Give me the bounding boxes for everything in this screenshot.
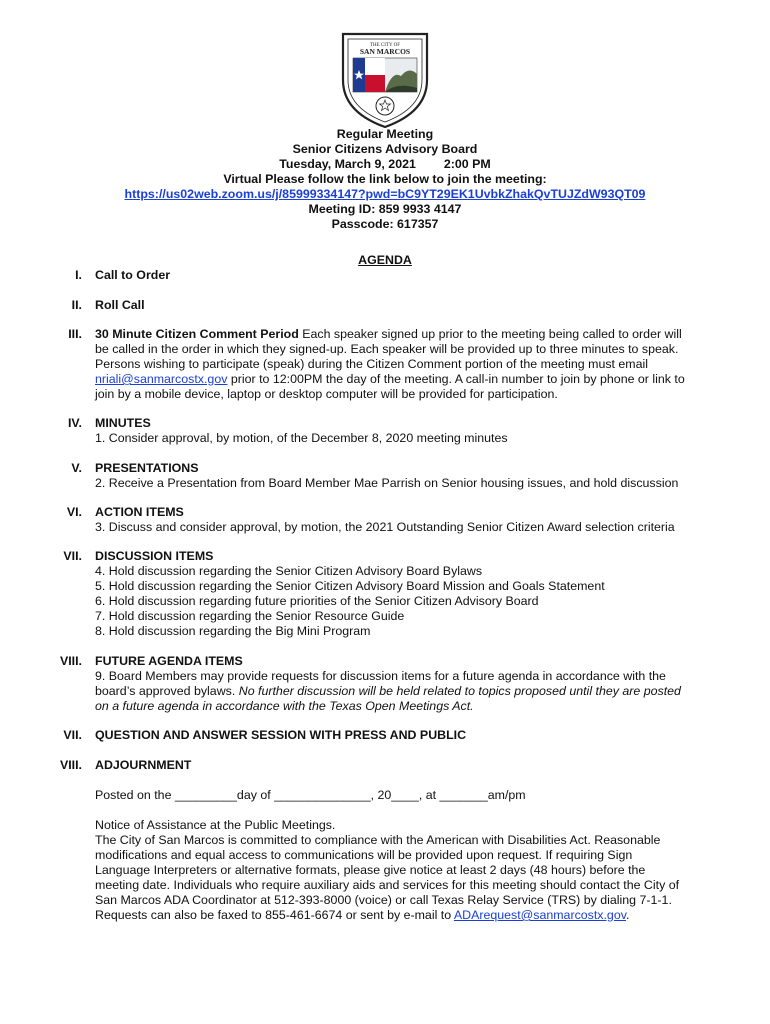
meeting-header: [60, 127, 710, 232]
zoom-link[interactable]: https://us02web.zoom.us/j/85999334147?pwd=bC9YT29EK1UvbkZhakQvTUJZdW93QT09: [124, 187, 646, 201]
item-title: MINUTES: [95, 416, 151, 430]
agenda-item-call-to-order: [40, 268, 690, 283]
comment-email-link[interactable]: nriali@sanmarcostx.gov: [95, 372, 228, 386]
agenda-item-citizen-comment: [40, 327, 690, 402]
agenda-item-adjournment: [40, 758, 690, 773]
item-number: V.: [71, 461, 82, 475]
sub-item: 6. Hold discussion regarding future priorities of the Senior Citizen Advisory Board: [95, 594, 539, 608]
item-title: Roll Call: [95, 298, 145, 312]
svg-text:SAN MARCOS: SAN MARCOS: [359, 47, 411, 56]
item-title: ACTION ITEMS: [95, 505, 184, 519]
meeting-date: Tuesday, March 9, 2021: [279, 157, 416, 171]
meeting-time: 2:00 PM: [443, 157, 491, 171]
virtual-note: Virtual Please follow the link below to join the meeting:: [223, 172, 547, 186]
item-title: QUESTION AND ANSWER SESSION WITH PRESS AND PUBLIC: [95, 728, 467, 742]
passcode: Passcode: 617357: [331, 217, 439, 231]
agenda-item-action-items: [40, 505, 690, 535]
item-body: 30 Minute Citizen Comment Period Each speaker signed up prior to the meeting being called to order will be called in the order in which they signed-up. Each speaker will be provided up to three minutes to speak. Persons wishing to participate (speak) during the Citizen Comment portion of the meeting must email nriali@sanmarcostx.gov prior to 12:00PM the day of the meeting. A call-in number to join by phone or link to join by a mobile device, laptop or desktop computer will be provided for participation.: [95, 327, 685, 401]
agenda-item-discussion-items: [40, 549, 690, 639]
sub-item: 2. Receive a Presentation from Board Member Mae Parrish on Senior housing issues, and hold discussion: [95, 476, 679, 490]
item-number: IV.: [67, 416, 82, 430]
item-number: VIII.: [59, 758, 82, 772]
agenda-item-minutes: [40, 416, 690, 446]
item-title: DISCUSSION ITEMS: [95, 549, 214, 563]
item-number: II.: [71, 298, 82, 312]
agenda-heading: AGENDA: [358, 253, 412, 267]
svg-text:THE CITY OF: THE CITY OF: [369, 43, 401, 48]
agenda-item-roll-call: [40, 298, 690, 313]
meeting-datetime: [60, 157, 710, 172]
ada-email-link[interactable]: ADArequest@sanmarcostx.gov: [453, 908, 626, 922]
meeting-title: Regular Meeting: [336, 127, 434, 141]
item-number: III.: [68, 327, 82, 341]
agenda-item-question-answer: [40, 728, 690, 743]
posted-on-line: Posted on the _________day of ______________, 20____, at _______am/pm: [95, 788, 526, 802]
sub-item: 3. Discuss and consider approval, by motion, the 2021 Outstanding Senior Citizen Award selection criteria: [95, 520, 675, 534]
sub-item: 1. Consider approval, by motion, of the December 8, 2020 meeting minutes: [95, 431, 508, 445]
item-title: PRESENTATIONS: [95, 461, 199, 475]
item-number: VI.: [66, 505, 82, 519]
item-number: VII.: [63, 728, 82, 742]
item-title: FUTURE AGENDA ITEMS: [95, 654, 243, 668]
item-title: Call to Order: [95, 268, 171, 282]
ada-notice: Notice of Assistance at the Public Meetings. The City of San Marcos is committed to compliance with the American with Disabilities Act. Reasonable modifications and equal access to communications will be provided upon request. If requiring Sign Language Interpreters or alternative formats, please give notice at least 2 days (48 hours) before the meeting date. Individuals who require auxiliary aids and services for this meeting should contact the City of San Marcos ADA Coordinator at 512-393-8000 (voice) or call Texas Relay Service (TRS) by dialing 7-1-1. Requests can also be faxed to 855-461-6674 or sent by e-mail to ADArequest@sanmarcostx.gov.: [95, 818, 705, 923]
item-number: I.: [75, 268, 82, 282]
sub-item: 7. Hold discussion regarding the Senior Resource Guide: [95, 609, 405, 623]
meeting-id: Meeting ID: 859 9933 4147: [308, 202, 462, 216]
item-title: ADJOURNMENT: [95, 758, 192, 772]
item-number: VIII.: [59, 654, 82, 668]
agenda-item-future-agenda: VIII. FUTURE AGENDA ITEMS 9. Board Members may provide requests for discussion items for a future agenda in accordance with the board’s approved bylaws. No further discussion will be held related to topics proposed until they are posted on a future agenda in accordance with the Texas Open Meetings Act.: [40, 654, 690, 714]
sub-item: 4. Hold discussion regarding the Senior Citizen Advisory Board Bylaws: [95, 564, 483, 578]
agenda-item-presentations: [40, 461, 690, 491]
sub-item: 5. Hold discussion regarding the Senior Citizen Advisory Board Mission and Goals Statement: [95, 579, 605, 593]
notice-heading: Notice of Assistance at the Public Meetings.: [95, 818, 336, 832]
item-number: VII.: [63, 549, 82, 563]
board-name: Senior Citizens Advisory Board: [292, 142, 478, 156]
item-title: 30 Minute Citizen Comment Period: [95, 327, 299, 341]
city-seal-logo: [337, 30, 433, 130]
sub-item: 8. Hold discussion regarding the Big Mini Program: [95, 624, 371, 638]
